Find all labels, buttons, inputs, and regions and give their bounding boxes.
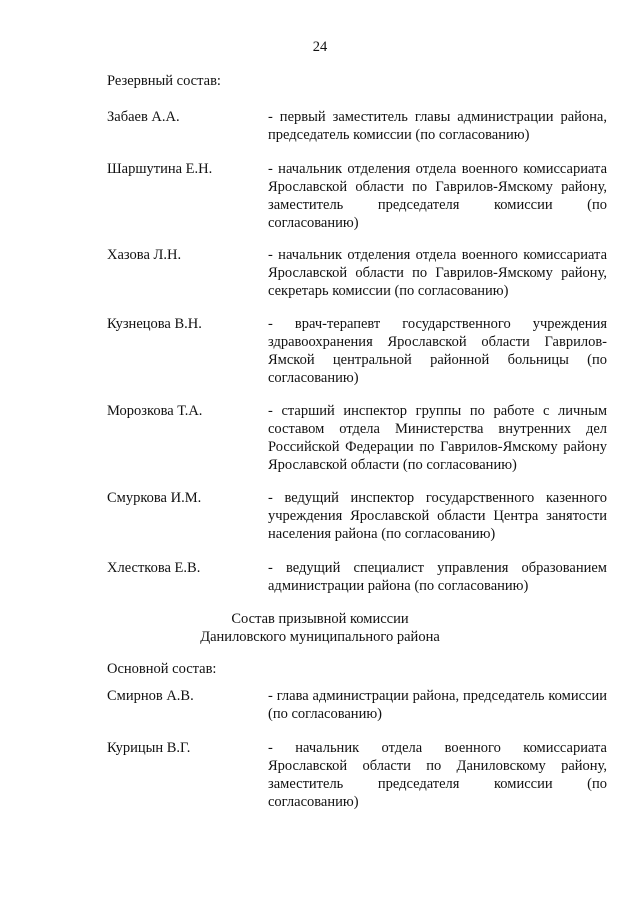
member-name: Кузнецова В.Н. bbox=[107, 316, 202, 332]
member-role: - ведущий инспектор государственного казенного учреждения Ярославской области Центра занятости населения района (по согласованию) bbox=[268, 490, 607, 542]
member-role: - ведущий специалист управления образованием администрации района (по согласованию) bbox=[268, 560, 607, 594]
member-name: Забаев А.А. bbox=[107, 109, 180, 125]
member-role: - первый заместитель главы администрации района, председатель комиссии (по согласованию) bbox=[268, 109, 607, 143]
reserve-section-label: Резервный состав: bbox=[107, 73, 221, 89]
member-name: Морозкова Т.А. bbox=[107, 403, 203, 419]
member-role: - начальник отделения отдела военного комиссариата Ярославской области по Гаврилов-Ямскому району, секретарь комиссии (по согласованию) bbox=[268, 247, 607, 299]
member-role: - начальник отделения отдела военного комиссариата Ярославской области по Гаврилов-Ямскому району, заместитель председателя комиссии (по согласованию) bbox=[268, 161, 607, 231]
member-name: Курицын В.Г. bbox=[107, 740, 191, 756]
page-number: 24 bbox=[312, 39, 328, 55]
commission-heading-line1: Состав призывной комиссии bbox=[231, 611, 409, 627]
member-name: Хазова Л.Н. bbox=[107, 247, 182, 263]
member-role: - глава администрации района, председатель комиссии (по согласованию) bbox=[268, 688, 607, 722]
main-section-label: Основной состав: bbox=[107, 661, 217, 677]
member-name: Хлесткова Е.В. bbox=[107, 560, 201, 576]
member-name: Смирнов А.В. bbox=[107, 688, 194, 704]
member-role: - врач-терапевт государственного учреждения здравоохранения Ярославской области Гаврилов-Ямской центральной районной больницы (по согласованию) bbox=[268, 316, 607, 386]
member-name: Смуркова И.М. bbox=[107, 490, 202, 506]
member-role: - начальник отдела военного комиссариата Ярославской области по Даниловскому району, заместитель председателя комиссии (по согласованию) bbox=[268, 740, 607, 810]
member-name: Шаршутина Е.Н. bbox=[107, 161, 213, 177]
member-role: - старший инспектор группы по работе с личным составом отдела Министерства внутренних дел Российской Федерации по Гаврилов-Ямскому району Ярославской области (по согласованию) bbox=[268, 403, 607, 473]
commission-heading-line2: Даниловского муниципального района bbox=[200, 629, 440, 645]
